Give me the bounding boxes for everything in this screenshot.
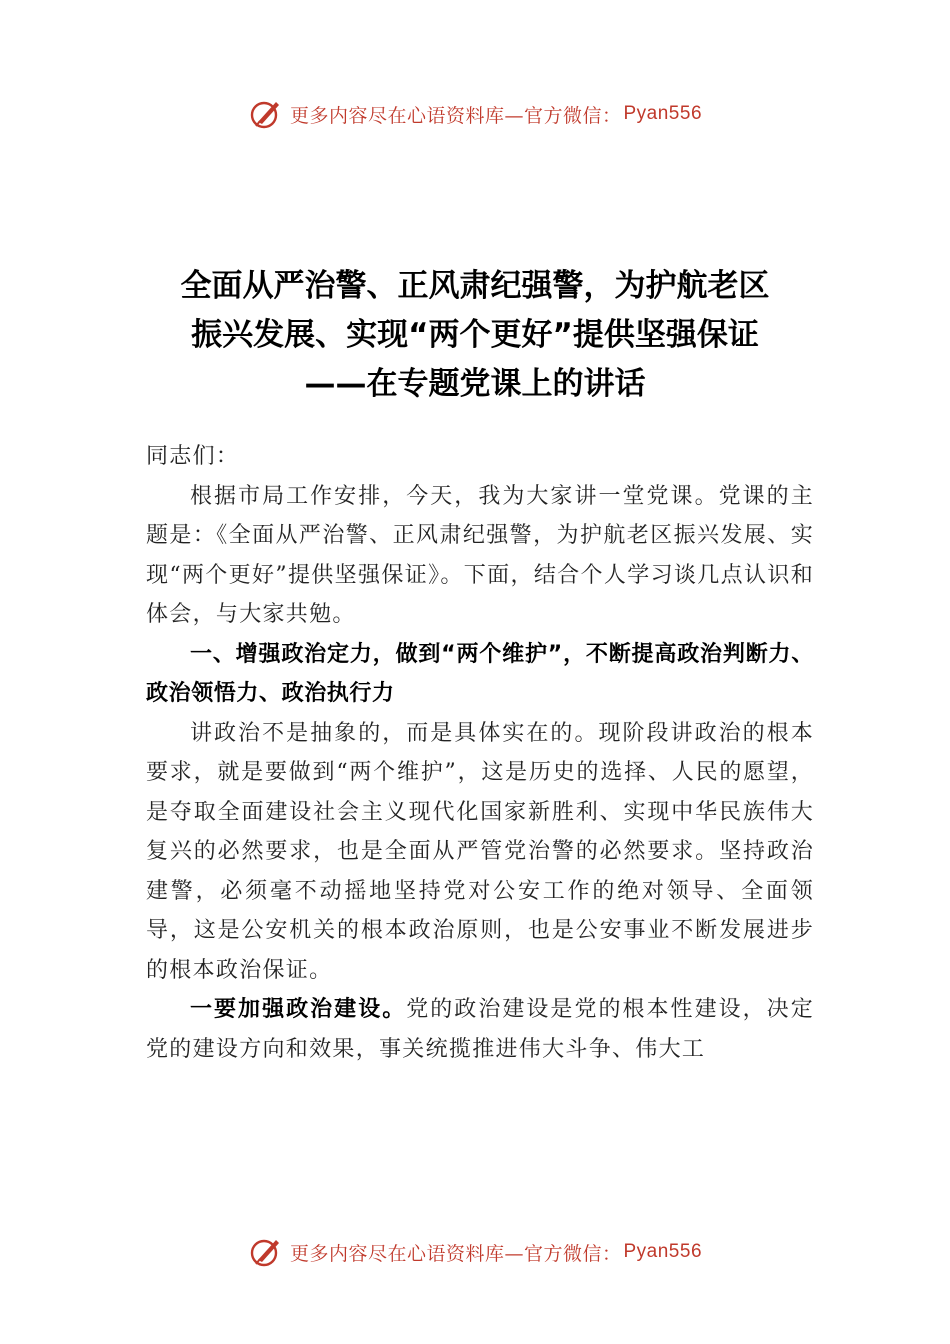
quill-pen-circle-icon xyxy=(248,1234,284,1270)
footer-banner xyxy=(0,1232,950,1272)
banner-text: 更多内容尽在心语资料库—官方微信： xyxy=(289,1242,622,1265)
banner-text: 更多内容尽在心语资料库—官方微信： xyxy=(289,104,622,127)
title-line-1: 全面从严治警、正风肃纪强警，为护航老区 xyxy=(180,268,770,304)
point-1-lead: 一要加强政治建设。 xyxy=(190,996,407,1022)
banner-wechat-id: Pyan556 xyxy=(623,103,703,124)
title-line-2: 振兴发展、实现“两个更好”提供坚强保证 xyxy=(191,317,759,353)
point-1-text: 党的政治建设是党的根本性建设，决定党的建设方向和效果，事关统揽推进伟大斗争、伟大工 xyxy=(146,997,814,1062)
document-title xyxy=(100,262,850,409)
section-1-paragraph: 讲政治不是抽象的，而是具体实在的。现阶段讲政治的根本要求，就是要做到“两个维护”，这是历史的选择、人民的愿望，是夺取全面建设社会主义现代化国家新胜利、实现中华民族伟大复兴的必然要求，也是全面从严管党治警的必然要求。坚持政治建警，必须毫不动摇地坚持党对公安工作的绝对领导、全面领导，这是公安机关的根本政治原则，也是公安事业不断发展进步的根本政治保证。 xyxy=(146,720,814,983)
banner-wechat-id: Pyan556 xyxy=(623,1241,703,1262)
header-banner xyxy=(0,94,950,134)
section-1-heading: 一、增强政治定力，做到“两个维护”，不断提高政治判断力、政治领悟力、政治执行力 xyxy=(146,641,814,706)
document-body xyxy=(146,437,814,1069)
quill-pen-circle-icon xyxy=(248,96,284,132)
intro-paragraph: 根据市局工作安排，今天，我为大家讲一堂党课。党课的主题是：《全面从严治警、正风肃纪强警，为护航老区振兴发展、实现“两个更好”提供坚强保证》。下面，结合个人学习谈几点认识和体会，与大家共勉。 xyxy=(146,483,814,627)
point-1-paragraph xyxy=(146,990,814,1069)
salutation: 同志们： xyxy=(146,444,240,469)
title-line-3: ——在专题党课上的讲话 xyxy=(304,366,646,402)
